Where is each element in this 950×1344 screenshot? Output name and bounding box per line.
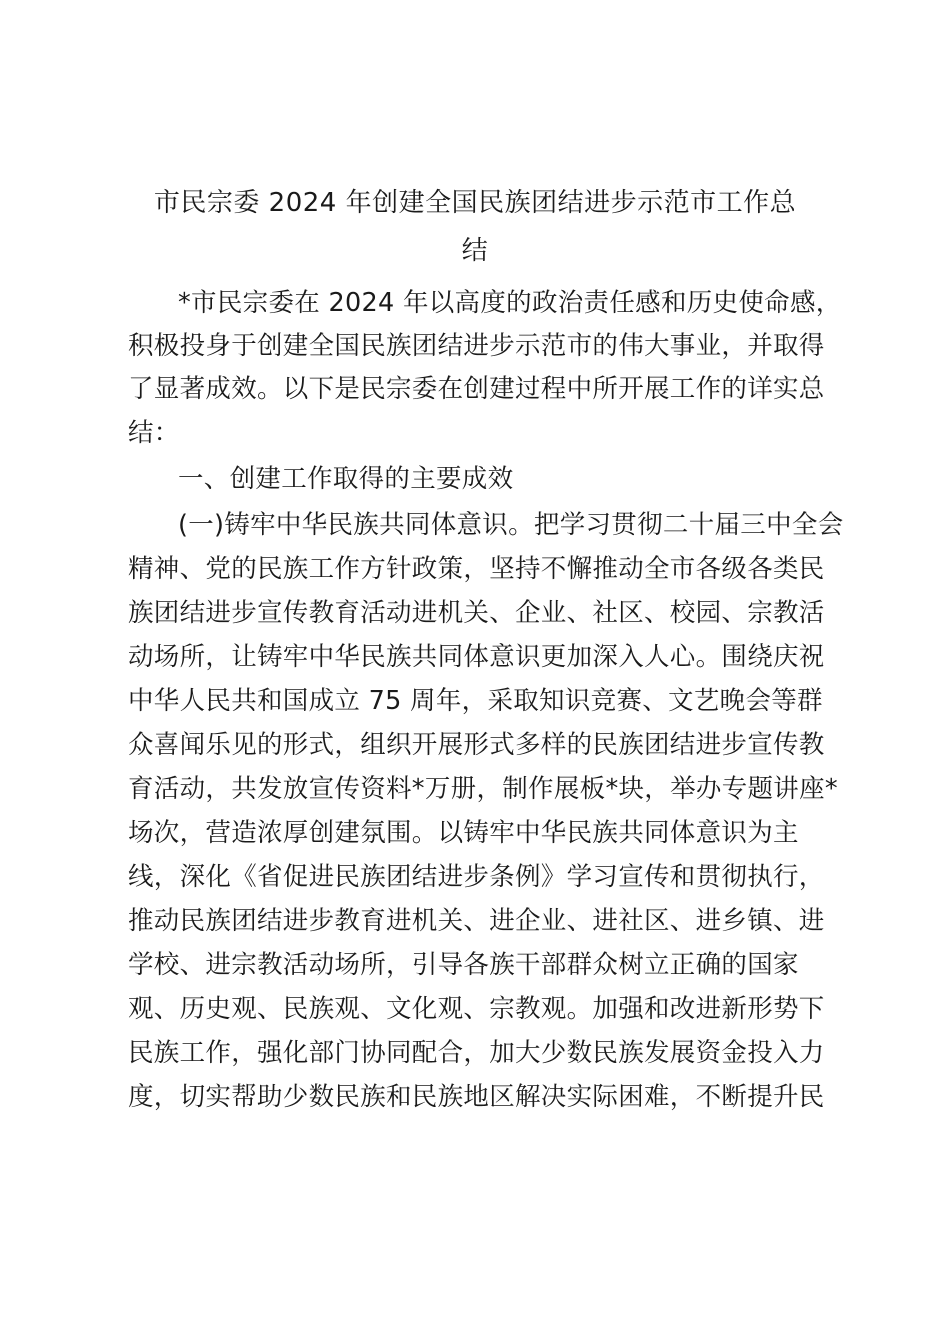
body-line: 推动民族团结进步教育进机关、进企业、进社区、进乡镇、进	[128, 906, 825, 936]
body-line: 育活动，共发放宣传资料*万册，制作展板*块，举办专题讲座*	[128, 774, 838, 804]
body-line: 积极投身于创建全国民族团结进步示范市的伟大事业，并取得	[128, 331, 825, 361]
body-line: 学校、进宗教活动场所，引导各族干部群众树立正确的国家	[128, 950, 799, 980]
body-line: (一)铸牢中华民族共同体意识。把学习贯彻二十届三中全会	[178, 510, 844, 540]
body-line: 场次，营造浓厚创建氛围。以铸牢中华民族共同体意识为主	[128, 818, 799, 848]
body-line: 度，切实帮助少数民族和民族地区解决实际困难，不断提升民	[128, 1082, 825, 1112]
document-title-line-1: 市民宗委 2024 年创建全国民族团结进步示范市工作总	[153, 188, 797, 218]
body-line: 众喜闻乐见的形式，组织开展形式多样的民族团结进步宣传教	[128, 730, 825, 760]
body-line: 了显著成效。以下是民宗委在创建过程中所开展工作的详实总	[128, 374, 825, 404]
body-line: 中华人民共和国成立 75 周年，采取知识竞赛、文艺晚会等群	[128, 686, 823, 716]
body-line: *市民宗委在 2024 年以高度的政治责任感和历史使命感，	[178, 288, 842, 318]
section-heading: 一、创建工作取得的主要成效	[178, 464, 514, 494]
body-line: 精神、党的民族工作方针政策，坚持不懈推动全市各级各类民	[128, 554, 825, 584]
body-line: 结：	[128, 418, 180, 448]
body-line: 观、历史观、民族观、文化观、宗教观。加强和改进新形势下	[128, 994, 825, 1024]
body-line: 族团结进步宣传教育活动进机关、企业、社区、校园、宗教活	[128, 598, 825, 628]
body-line: 动场所，让铸牢中华民族共同体意识更加深入人心。围绕庆祝	[128, 642, 825, 672]
body-line: 线，深化《省促进民族团结进步条例》学习宣传和贯彻执行，	[128, 862, 825, 892]
body-line: 民族工作，强化部门协同配合，加大少数民族发展资金投入力	[128, 1038, 825, 1068]
document-title-line-2: 结	[461, 236, 489, 266]
